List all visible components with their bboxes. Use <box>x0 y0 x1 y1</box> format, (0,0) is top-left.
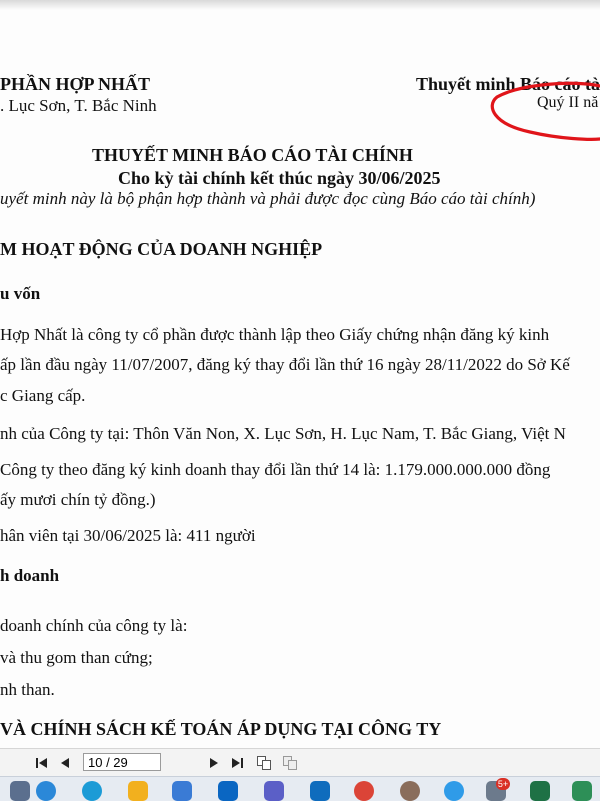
teams-icon[interactable] <box>264 781 284 801</box>
taskbar-app-icon[interactable] <box>10 781 30 801</box>
right-header-title: Thuyết minh Báo cáo tà <box>416 74 600 94</box>
section-heading-2: VÀ CHÍNH SÁCH KẾ TOÁN ÁP DỤNG TẠI CÔNG TY <box>0 719 442 739</box>
subsection-business: h doanh <box>0 566 60 585</box>
paragraph-line: Công ty theo đăng ký kinh doanh thay đổi lần thứ 14 là: 1.179.000.000.000 đồng <box>0 460 551 479</box>
zalo-icon[interactable] <box>444 781 464 801</box>
store-icon[interactable] <box>172 781 192 801</box>
excel-icon[interactable] <box>530 781 550 801</box>
business-line: nh than. <box>0 680 55 699</box>
outlook-icon[interactable] <box>310 781 330 801</box>
section-heading-1: M HOẠT ĐỘNG CỦA DOANH NGHIỆP <box>0 239 323 259</box>
notification-badge: 5+ <box>497 779 509 789</box>
next-page-icon[interactable] <box>206 755 222 771</box>
paragraph-line: hân viên tại 30/06/2025 là: 411 người <box>0 526 256 545</box>
document-period: Cho kỳ tài chính kết thúc ngày 30/06/2025 <box>118 168 441 188</box>
paragraph-line: Hợp Nhất là công ty cổ phần được thành lập theo Giấy chứng nhận đăng ký kinh <box>0 325 550 344</box>
paragraph-line: ấy mươi chín tỷ đồng.) <box>0 490 156 509</box>
right-header-subtitle: Quý II nă <box>537 94 599 111</box>
copy-page-icon[interactable] <box>256 755 272 771</box>
company-name: PHẦN HỢP NHẤT <box>0 74 151 94</box>
page-number-input[interactable]: 10 / 29 <box>83 753 161 771</box>
document-title: THUYẾT MINH BÁO CÁO TÀI CHÍNH <box>92 145 413 165</box>
company-address: . Lục Sơn, T. Bắc Ninh <box>0 96 157 115</box>
word-icon[interactable] <box>218 781 238 801</box>
document-note: uyết minh này là bộ phận hợp thành và phải được đọc cùng Báo cáo tài chính) <box>0 189 536 208</box>
page-top-shadow <box>0 0 600 10</box>
pdf-viewer-toolbar <box>0 748 600 777</box>
business-line: và thu gom than cứng; <box>0 648 153 667</box>
paragraph-line: c Giang cấp. <box>0 386 86 405</box>
paragraph-line: nh của Công ty tại: Thôn Văn Non, X. Lục Sơn, H. Lục Nam, T. Bắc Giang, Việt N <box>0 424 566 443</box>
paragraph-line: ấp lần đầu ngày 11/07/2007, đăng ký thay đổi lần thứ 16 ngày 28/11/2022 do Sở Kế <box>0 355 570 374</box>
edge-icon[interactable] <box>36 781 56 801</box>
last-page-icon[interactable] <box>229 755 245 771</box>
folder-icon[interactable] <box>128 781 148 801</box>
first-page-icon[interactable] <box>34 755 50 771</box>
chrome-icon[interactable] <box>354 781 374 801</box>
page-layout-icon[interactable] <box>282 755 298 771</box>
taskbar <box>0 776 600 801</box>
sheets-icon[interactable] <box>572 781 592 801</box>
subsection-capital: u vốn <box>0 284 41 303</box>
previous-page-icon[interactable] <box>57 755 73 771</box>
browser-icon[interactable] <box>82 781 102 801</box>
business-line: doanh chính của công ty là: <box>0 616 188 635</box>
profile-avatar-icon[interactable] <box>400 781 420 801</box>
